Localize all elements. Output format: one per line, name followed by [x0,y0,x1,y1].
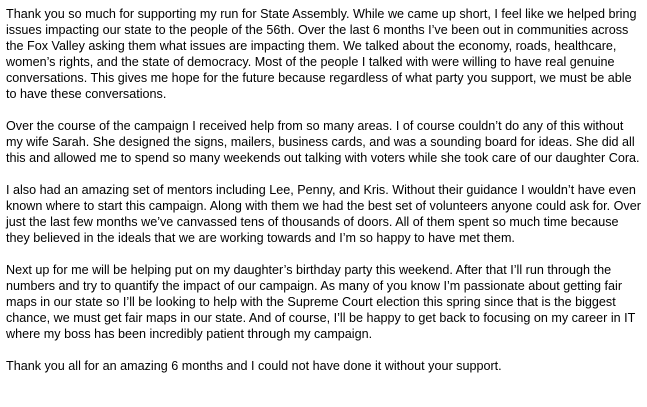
paragraph-thanks: Thank you so much for supporting my run for State Assembly. While we came up short, I feel like we helped bring issues impacting our state to the people of the 56th. Over the last 6 months I’ve been out in communities across the Fox Valley asking them what issues are impacting them. We talked about the economy, roads, healthcare, women’s rights, and the state of democracy. Most of the people I talked with were willing to have real genuine conversations. This gives me hope for the future because regardless of what party you support, we must be able to have these conversations. [6,7,637,101]
paragraph-campaign-help: Over the course of the campaign I received help from so many areas. I of course couldn’t do any of this without my wife Sarah. She designed the signs, mailers, business cards, and was a sounding board for ideas. She did all this and allowed me to spend so many weekends out talking with voters while she took care of our daughter Cora. [6,119,640,165]
document-body [6,6,641,374]
paragraph-next-steps: Next up for me will be helping put on my daughter’s birthday party this weekend. After that I’ll run through the numbers and try to quantify the impact of our campaign. As many of you know I’m passionate about getting fair maps in our state so I’ll be looking to help with the Supreme Court election this spring since that is the biggest chance, we must get fair maps in our state. And of course, I’ll be happy to get back to focusing on my career in IT where my boss has been incredibly patient through my campaign. [6,263,636,341]
paragraph-closing: Thank you all for an amazing 6 months and I could not have done it without your support. [6,359,502,373]
paragraph-mentors: I also had an amazing set of mentors including Lee, Penny, and Kris. Without their guidance I wouldn’t have even known where to start this campaign. Along with them we had the best set of volunteers anyone could ask for. Over just the last few months we’ve canvassed tens of thousands of doors. All of them spent so much time because they believed in the ideals that we are working towards and I’m so happy to have met them. [6,183,641,245]
